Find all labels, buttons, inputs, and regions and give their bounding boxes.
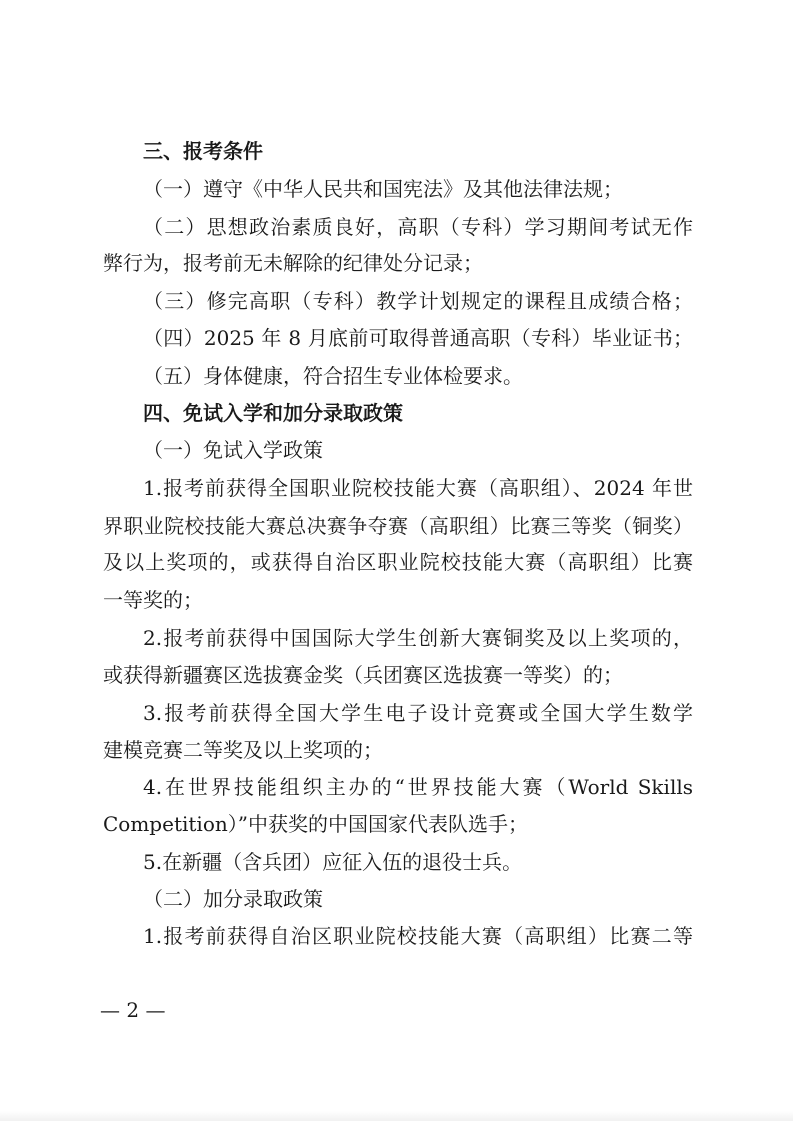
scan-edge: [0, 1111, 793, 1121]
condition-item-1: （一）遵守《中华人民共和国宪法》及其他法律法规；: [143, 177, 623, 201]
condition-item-2-continued: 弊行为，报考前无未解除的纪律处分记录；: [103, 251, 483, 275]
exemption-line: 或获得新疆赛区选拔赛金奖（兵团赛区选拔赛一等奖）的；: [103, 663, 623, 687]
subsection-heading-bonus: （二）加分录取政策: [143, 887, 323, 911]
condition-item-3: （三）修完高职（专科）教学计划规定的课程且成绩合格；: [143, 289, 693, 313]
exemption-line: 3.报考前获得全国大学生电子设计竞赛或全国大学生数学: [143, 701, 693, 725]
condition-item-5: （五）身体健康，符合招生专业体检要求。: [143, 364, 523, 388]
exemption-line: 4.在世界技能组织主办的“世界技能大赛（World Skills: [143, 775, 693, 799]
condition-item-2: （二）思想政治素质良好，高职（专科）学习期间考试无作: [143, 215, 693, 239]
section-heading-policy: 四、免试入学和加分录取政策: [143, 401, 403, 425]
exemption-line: Competition）”中获奖的中国国家代表队选手；: [103, 812, 528, 836]
exemption-line: 1.报考前获得全国职业院校技能大赛（高职组）、2024 年世: [143, 476, 693, 500]
exemption-line: 2.报考前获得中国国际大学生创新大赛铜奖及以上奖项的，: [143, 626, 693, 650]
exemption-line: 建模竞赛二等奖及以上奖项的；: [103, 738, 383, 762]
condition-item-4: （四）2025 年 8 月底前可取得普通高职（专科）毕业证书；: [143, 326, 693, 350]
exemption-line: 一等奖的；: [103, 588, 203, 612]
subsection-heading-exemption: （一）免试入学政策: [143, 438, 323, 462]
exemption-line: 界职业院校技能大赛总决赛争夺赛（高职组）比赛三等奖（铜奖）: [103, 514, 693, 538]
exemption-line: 及以上奖项的，或获得自治区职业院校技能大赛（高职组）比赛: [103, 550, 693, 574]
page-number: — 2 —: [100, 998, 166, 1022]
section-heading-conditions: 三、报考条件: [143, 139, 263, 163]
exemption-line: 5.在新疆（含兵团）应征入伍的退役士兵。: [143, 850, 523, 874]
bonus-line: 1.报考前获得自治区职业院校技能大赛（高职组）比赛二等: [143, 924, 693, 948]
